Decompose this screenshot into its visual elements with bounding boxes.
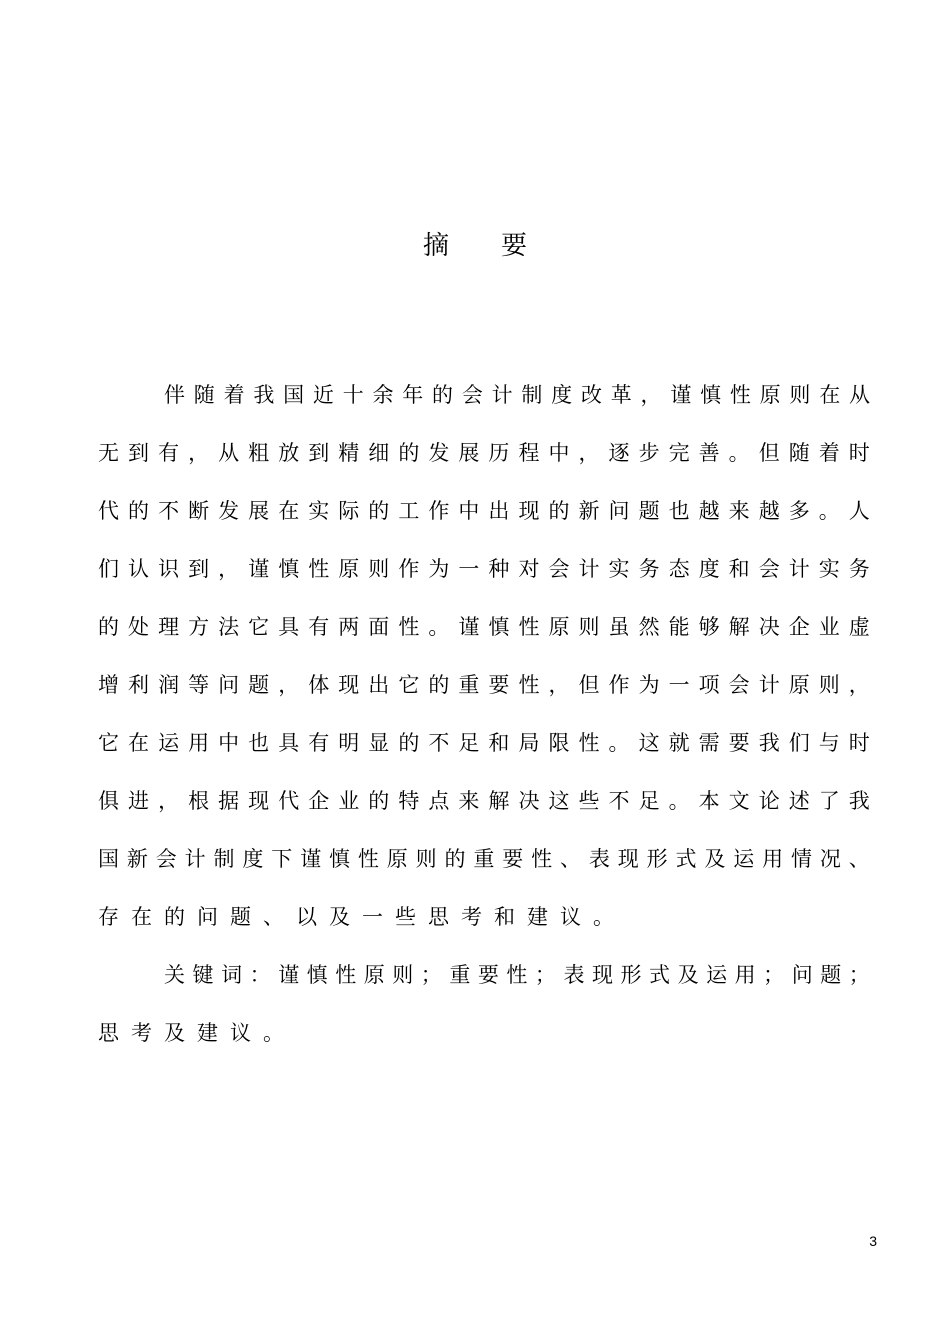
text-char: 为: [638, 673, 660, 697]
title-char: 摘: [422, 231, 449, 261]
text-char: 然: [638, 615, 660, 639]
text-char: 决: [518, 789, 540, 813]
text-char: 谨: [670, 383, 692, 407]
paragraph-line: [98, 665, 870, 723]
text-char: 们: [788, 731, 810, 755]
text-char: ；: [763, 963, 785, 987]
text-char: 会: [728, 673, 750, 697]
text-char: 及: [164, 1021, 185, 1045]
text-char: 无: [98, 441, 119, 465]
text-char: 不: [608, 789, 630, 813]
text-char: 思: [428, 905, 449, 929]
text-char: 现: [617, 847, 639, 871]
text-char: 况: [819, 847, 841, 871]
text-char: 、: [848, 847, 870, 871]
text-char: 国: [98, 847, 119, 871]
text-char: 及: [329, 905, 350, 929]
text-char: 计: [788, 557, 810, 581]
text-char: 和: [488, 731, 510, 755]
text-char: 够: [698, 615, 720, 639]
text-char: 具: [278, 731, 300, 755]
text-char: 们: [98, 557, 119, 581]
text-char: 在: [128, 731, 150, 755]
text-char: 议: [230, 1021, 251, 1045]
text-char: 决: [758, 615, 780, 639]
text-char: 建: [527, 905, 548, 929]
text-char: 据: [218, 789, 240, 813]
text-char: 性: [506, 963, 528, 987]
text-char: 企: [308, 789, 330, 813]
text-char: 作: [398, 557, 420, 581]
text-char: 多: [788, 499, 810, 523]
text-char: 慎: [329, 847, 350, 871]
text-char: 度: [551, 383, 573, 407]
text-char: 但: [578, 673, 600, 697]
paragraph-line: [98, 781, 870, 839]
text-char: 计: [184, 847, 206, 871]
text-char: 运: [706, 963, 728, 987]
text-char: 务: [638, 557, 660, 581]
text-char: 到: [128, 441, 150, 465]
text-char: 明: [338, 731, 360, 755]
text-char: 际: [338, 499, 360, 523]
text-char: 两: [338, 615, 360, 639]
text-char: 谨: [300, 847, 322, 871]
text-char: 。: [728, 441, 750, 465]
title-char: 要: [501, 231, 528, 261]
text-char: 代: [98, 499, 119, 523]
text-char: 人: [848, 499, 870, 523]
text-char: 文: [728, 789, 750, 813]
text-char: 运: [158, 731, 180, 755]
text-char: 的: [398, 731, 420, 755]
text-char: 下: [271, 847, 293, 871]
text-char: 实: [818, 557, 840, 581]
text-char: 。: [608, 731, 630, 755]
keywords-line: [98, 955, 870, 1013]
text-char: 要: [477, 963, 499, 987]
text-char: 展: [458, 441, 480, 465]
keywords-line: [98, 1013, 870, 1071]
text-char: 显: [368, 731, 390, 755]
text-char: 识: [158, 557, 180, 581]
text-char: ，: [848, 673, 870, 697]
text-char: 的: [398, 441, 420, 465]
text-char: ；: [848, 963, 870, 987]
text-char: 不: [428, 731, 450, 755]
text-char: 慎: [306, 963, 328, 987]
text-char: 计: [578, 557, 600, 581]
text-char: ，: [188, 441, 210, 465]
text-char: 及: [677, 963, 699, 987]
text-char: 计: [758, 673, 780, 697]
text-char: 足: [458, 731, 480, 755]
text-char: 新: [578, 499, 600, 523]
text-char: 的: [548, 499, 570, 523]
text-char: 度: [242, 847, 264, 871]
text-char: 利: [128, 673, 150, 697]
text-char: 则: [392, 963, 414, 987]
text-char: 重: [473, 847, 495, 871]
abstract-title: [0, 226, 950, 266]
text-char: 在: [278, 499, 300, 523]
paragraph-line: [98, 897, 870, 955]
text-char: 的: [164, 905, 185, 929]
text-char: 时: [848, 731, 870, 755]
text-char: 法: [218, 615, 240, 639]
text-char: 实: [608, 557, 630, 581]
text-char: 限: [548, 731, 570, 755]
text-char: 性: [518, 673, 540, 697]
text-char: 我: [758, 731, 780, 755]
text-char: 存: [98, 905, 119, 929]
text-char: 它: [398, 673, 420, 697]
text-char: 现: [248, 789, 270, 813]
text-char: 的: [98, 615, 119, 639]
text-char: 我: [848, 789, 870, 813]
text-char: 性: [398, 615, 420, 639]
text-char: 近: [312, 383, 334, 407]
text-char: 。: [593, 905, 614, 929]
text-char: 着: [818, 441, 840, 465]
text-char: 题: [820, 963, 842, 987]
text-char: 会: [461, 383, 483, 407]
text-char: 局: [518, 731, 540, 755]
text-char: 论: [758, 789, 780, 813]
abstract-body: [98, 375, 870, 1071]
text-char: 就: [668, 731, 690, 755]
text-char: 用: [762, 847, 784, 871]
text-char: 业: [338, 789, 360, 813]
text-char: 到: [308, 441, 330, 465]
text-char: 精: [338, 441, 360, 465]
text-char: 理: [158, 615, 180, 639]
text-char: 谨: [458, 615, 480, 639]
text-char: 有: [308, 731, 330, 755]
text-char: 重: [458, 673, 480, 697]
text-char: 形: [620, 963, 642, 987]
text-char: 思: [98, 1021, 119, 1045]
text-char: ，: [578, 441, 600, 465]
text-char: 越: [758, 499, 780, 523]
text-char: 具: [278, 615, 300, 639]
text-char: 性: [531, 847, 553, 871]
text-char: 要: [728, 731, 750, 755]
text-char: 认: [128, 557, 150, 581]
text-char: 为: [428, 557, 450, 581]
text-char: 它: [248, 615, 270, 639]
text-char: 我: [253, 383, 275, 407]
text-char: 题: [638, 499, 660, 523]
text-char: 方: [188, 615, 210, 639]
text-char: 俱: [98, 789, 119, 813]
text-char: 发: [218, 499, 240, 523]
text-char: 。: [668, 789, 690, 813]
text-char: 但: [758, 441, 780, 465]
text-char: 十: [342, 383, 364, 407]
text-char: 新: [126, 847, 148, 871]
text-char: 则: [415, 847, 437, 871]
text-char: 断: [188, 499, 210, 523]
text-char: 性: [357, 847, 379, 871]
text-char: 它: [98, 731, 119, 755]
text-char: 原: [338, 557, 360, 581]
text-char: 从: [218, 441, 240, 465]
text-char: ；: [420, 963, 442, 987]
text-char: 面: [368, 615, 390, 639]
text-char: 解: [728, 615, 750, 639]
text-char: 运: [733, 847, 755, 871]
text-char: 的: [368, 789, 390, 813]
text-char: ，: [278, 673, 300, 697]
text-char: 关: [164, 963, 185, 987]
text-char: 出: [368, 673, 390, 697]
text-char: 也: [248, 731, 270, 755]
text-char: 有: [308, 615, 330, 639]
text-char: 。: [818, 499, 840, 523]
text-char: 有: [158, 441, 180, 465]
text-char: 中: [458, 499, 480, 523]
text-char: 在: [131, 905, 152, 929]
text-char: ，: [218, 557, 240, 581]
text-char: 种: [488, 557, 510, 581]
text-char: 制: [521, 383, 543, 407]
text-char: 些: [395, 905, 416, 929]
text-char: 些: [578, 789, 600, 813]
text-char: ；: [534, 963, 556, 987]
text-char: 这: [638, 731, 660, 755]
text-char: 键: [192, 963, 214, 987]
text-char: 题: [230, 905, 251, 929]
text-char: 国: [283, 383, 305, 407]
text-char: 原: [548, 615, 570, 639]
text-char: 根: [188, 789, 210, 813]
text-char: 这: [548, 789, 570, 813]
text-char: ：: [249, 963, 271, 987]
text-char: 及: [704, 847, 726, 871]
text-char: 考: [131, 1021, 152, 1045]
text-char: 中: [548, 441, 570, 465]
text-char: 的: [444, 847, 466, 871]
text-char: 来: [458, 789, 480, 813]
text-char: 越: [698, 499, 720, 523]
text-char: 会: [548, 557, 570, 581]
text-char: 的: [428, 673, 450, 697]
text-char: 足: [638, 789, 660, 813]
text-char: 处: [128, 615, 150, 639]
text-char: 本: [698, 789, 720, 813]
text-char: 润: [158, 673, 180, 697]
text-char: 虽: [608, 615, 630, 639]
paragraph-line: [98, 723, 870, 781]
text-char: ，: [548, 673, 570, 697]
text-char: 、: [560, 847, 581, 871]
text-char: 态: [668, 557, 690, 581]
text-char: 工: [398, 499, 420, 523]
text-char: 对: [518, 557, 540, 581]
text-char: 与: [818, 731, 840, 755]
text-char: 情: [791, 847, 812, 871]
text-char: 中: [218, 731, 240, 755]
text-char: 余: [372, 383, 394, 407]
text-char: 出: [488, 499, 510, 523]
text-char: 问: [197, 905, 218, 929]
text-char: 的: [128, 499, 150, 523]
text-char: 时: [848, 441, 870, 465]
text-char: 考: [461, 905, 482, 929]
paragraph-line: [98, 839, 870, 897]
text-char: 了: [818, 789, 840, 813]
text-char: 慎: [278, 557, 300, 581]
text-char: 慎: [488, 615, 510, 639]
text-char: 性: [335, 963, 357, 987]
text-char: 则: [578, 615, 600, 639]
text-char: 。: [428, 615, 450, 639]
text-char: 特: [398, 789, 420, 813]
text-char: 企: [788, 615, 810, 639]
text-char: 原: [759, 383, 781, 407]
paragraph-line: [98, 491, 870, 549]
text-char: 式: [675, 847, 697, 871]
text-char: 一: [458, 557, 480, 581]
text-char: 和: [728, 557, 750, 581]
text-char: 性: [518, 615, 540, 639]
text-char: 改: [580, 383, 602, 407]
text-char: 度: [698, 557, 720, 581]
text-char: 性: [578, 731, 600, 755]
text-char: 随: [788, 441, 810, 465]
text-char: 问: [218, 673, 240, 697]
text-char: 进: [128, 789, 150, 813]
text-char: 业: [818, 615, 840, 639]
text-char: 表: [563, 963, 585, 987]
text-char: 以: [296, 905, 317, 929]
text-char: 要: [488, 673, 510, 697]
text-char: 实: [308, 499, 330, 523]
text-char: 要: [502, 847, 524, 871]
text-char: 的: [368, 499, 390, 523]
paragraph-line: [98, 549, 870, 607]
text-char: 和: [494, 905, 515, 929]
text-char: 代: [278, 789, 300, 813]
text-char: 词: [221, 963, 243, 987]
text-char: 制: [213, 847, 235, 871]
text-char: 历: [488, 441, 510, 465]
text-char: 问: [791, 963, 813, 987]
text-char: 也: [668, 499, 690, 523]
text-char: 用: [188, 731, 210, 755]
text-char: 一: [362, 905, 383, 929]
text-char: 从: [848, 383, 870, 407]
text-char: 题: [248, 673, 270, 697]
text-char: 现: [518, 499, 540, 523]
text-char: 则: [818, 673, 840, 697]
text-char: 谨: [278, 963, 300, 987]
text-char: 善: [698, 441, 720, 465]
text-char: 的: [432, 383, 454, 407]
text-char: 性: [729, 383, 751, 407]
text-char: 重: [449, 963, 471, 987]
text-char: 解: [488, 789, 510, 813]
text-char: 则: [789, 383, 811, 407]
text-char: 着: [223, 383, 245, 407]
text-char: 。: [263, 1021, 284, 1045]
page-number: 3: [869, 1233, 877, 1249]
text-char: 完: [668, 441, 690, 465]
text-char: 形: [646, 847, 668, 871]
text-char: 年: [402, 383, 424, 407]
paragraph-line: [98, 375, 870, 433]
text-char: 会: [155, 847, 177, 871]
text-char: 会: [758, 557, 780, 581]
text-char: 随: [193, 383, 215, 407]
text-char: 粗: [248, 441, 270, 465]
text-char: 发: [428, 441, 450, 465]
text-char: 虚: [848, 615, 870, 639]
text-char: 性: [308, 557, 330, 581]
text-char: ，: [158, 789, 180, 813]
text-char: 作: [608, 673, 630, 697]
text-char: 现: [591, 963, 613, 987]
text-char: 增: [98, 673, 119, 697]
text-char: 述: [788, 789, 810, 813]
text-char: 放: [278, 441, 300, 465]
text-char: 作: [428, 499, 450, 523]
text-char: 则: [368, 557, 390, 581]
text-char: 、: [263, 905, 284, 929]
text-char: 用: [734, 963, 756, 987]
text-char: 原: [386, 847, 408, 871]
text-char: 现: [338, 673, 360, 697]
text-char: 伴: [164, 383, 185, 407]
text-char: 计: [491, 383, 513, 407]
text-char: 到: [188, 557, 210, 581]
text-char: 需: [698, 731, 720, 755]
text-char: 建: [197, 1021, 218, 1045]
text-char: 步: [638, 441, 660, 465]
text-char: 革: [610, 383, 632, 407]
text-char: 逐: [608, 441, 630, 465]
paragraph-line: [98, 607, 870, 665]
text-char: 不: [158, 499, 180, 523]
paragraph-line: [98, 433, 870, 491]
text-char: 表: [588, 847, 610, 871]
text-char: 展: [248, 499, 270, 523]
text-char: ，: [640, 383, 662, 407]
text-char: 慎: [700, 383, 722, 407]
text-char: 能: [668, 615, 690, 639]
text-char: 程: [518, 441, 540, 465]
text-char: 细: [368, 441, 390, 465]
text-char: 一: [668, 673, 690, 697]
text-char: 式: [649, 963, 671, 987]
text-char: 问: [608, 499, 630, 523]
text-char: 点: [428, 789, 450, 813]
text-char: 原: [363, 963, 385, 987]
text-char: 来: [728, 499, 750, 523]
text-char: 原: [788, 673, 810, 697]
text-char: 务: [848, 557, 870, 581]
text-char: 体: [308, 673, 330, 697]
text-char: 项: [698, 673, 720, 697]
text-char: 谨: [248, 557, 270, 581]
text-char: 等: [188, 673, 210, 697]
text-char: 在: [819, 383, 841, 407]
text-char: 议: [560, 905, 581, 929]
